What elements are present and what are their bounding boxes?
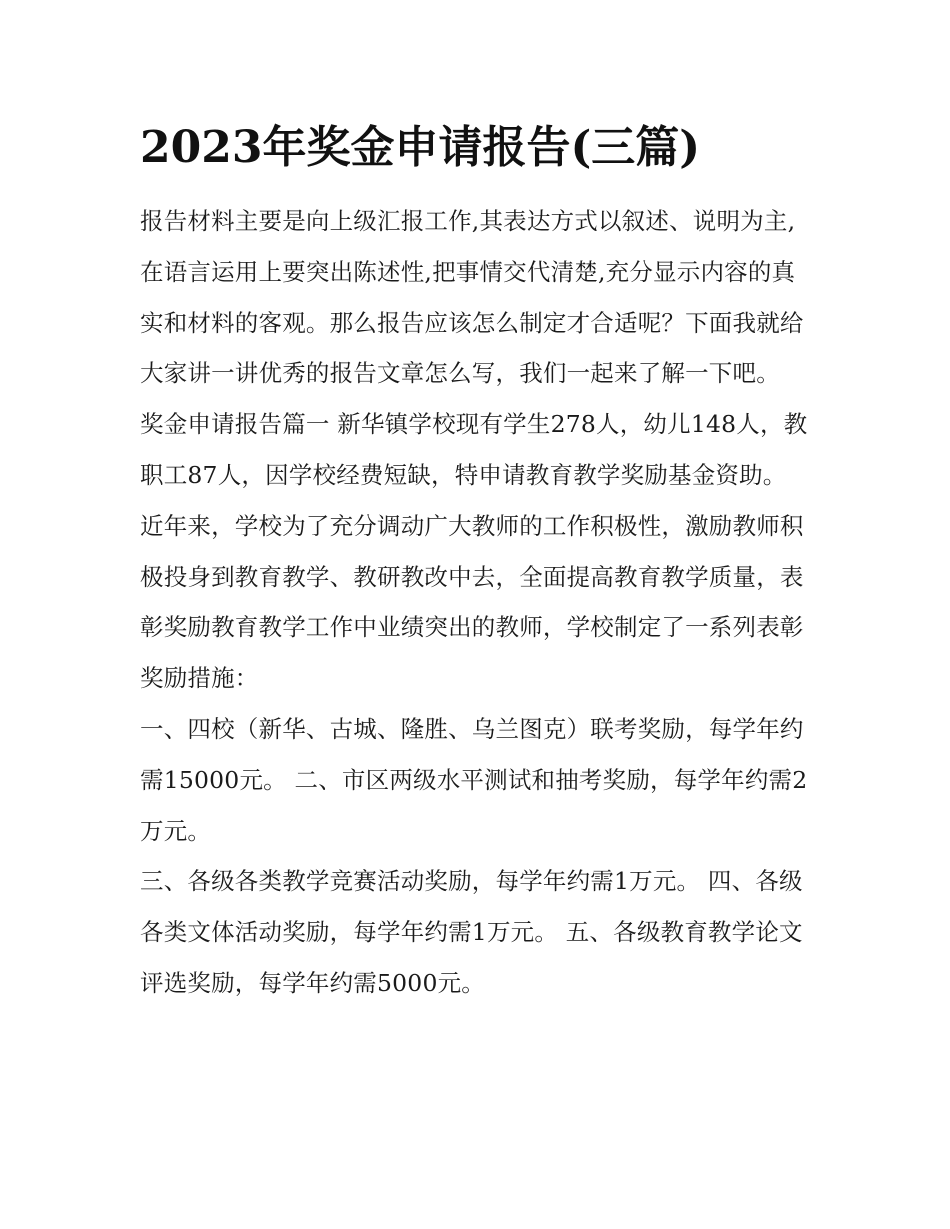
paragraph-measures-1-2: 一、四校（新华、古城、隆胜、乌兰图克）联考奖励，每学年约需15000元。 二、市区两级水平测试和抽考奖励，每学年约需2万元。 <box>140 714 808 845</box>
paragraph-measures-3-5: 三、各级各类教学竞赛活动奖励，每学年约需1万元。 四、各级各类文体活动奖励，每学年约需1万元。 五、各级教育教学论文评选奖励，每学年约需5000元。 <box>140 867 803 997</box>
document-body <box>140 196 812 1009</box>
paragraph-report-one: 奖金申请报告篇一 新华镇学校现有学生278人，幼儿148人，教职工87人，因学校经费短缺，特申请教育教学奖励基金资助。 <box>140 410 808 489</box>
document-title: 2023年奖金申请报告(三篇) <box>140 122 701 173</box>
paragraph-intro: 报告材料主要是向上级汇报工作,其表达方式以叙述、说明为主,在语言运用上要突出陈述性,把事情交代清楚,充分显示内容的真实和材料的客观。那么报告应该怎么制定才合适呢？下面我就给大家讲一讲优秀的报告文章怎么写，我们一起来了解一下吧。 <box>140 207 804 388</box>
paragraph-background: 近年来，学校为了充分调动广大教师的工作积极性，激励教师积极投身到教育教学、教研教改中去，全面提高教育教学质量，表彰奖励教育教学工作中业绩突出的教师，学校制定了一系列表彰奖励措施： <box>140 511 804 693</box>
